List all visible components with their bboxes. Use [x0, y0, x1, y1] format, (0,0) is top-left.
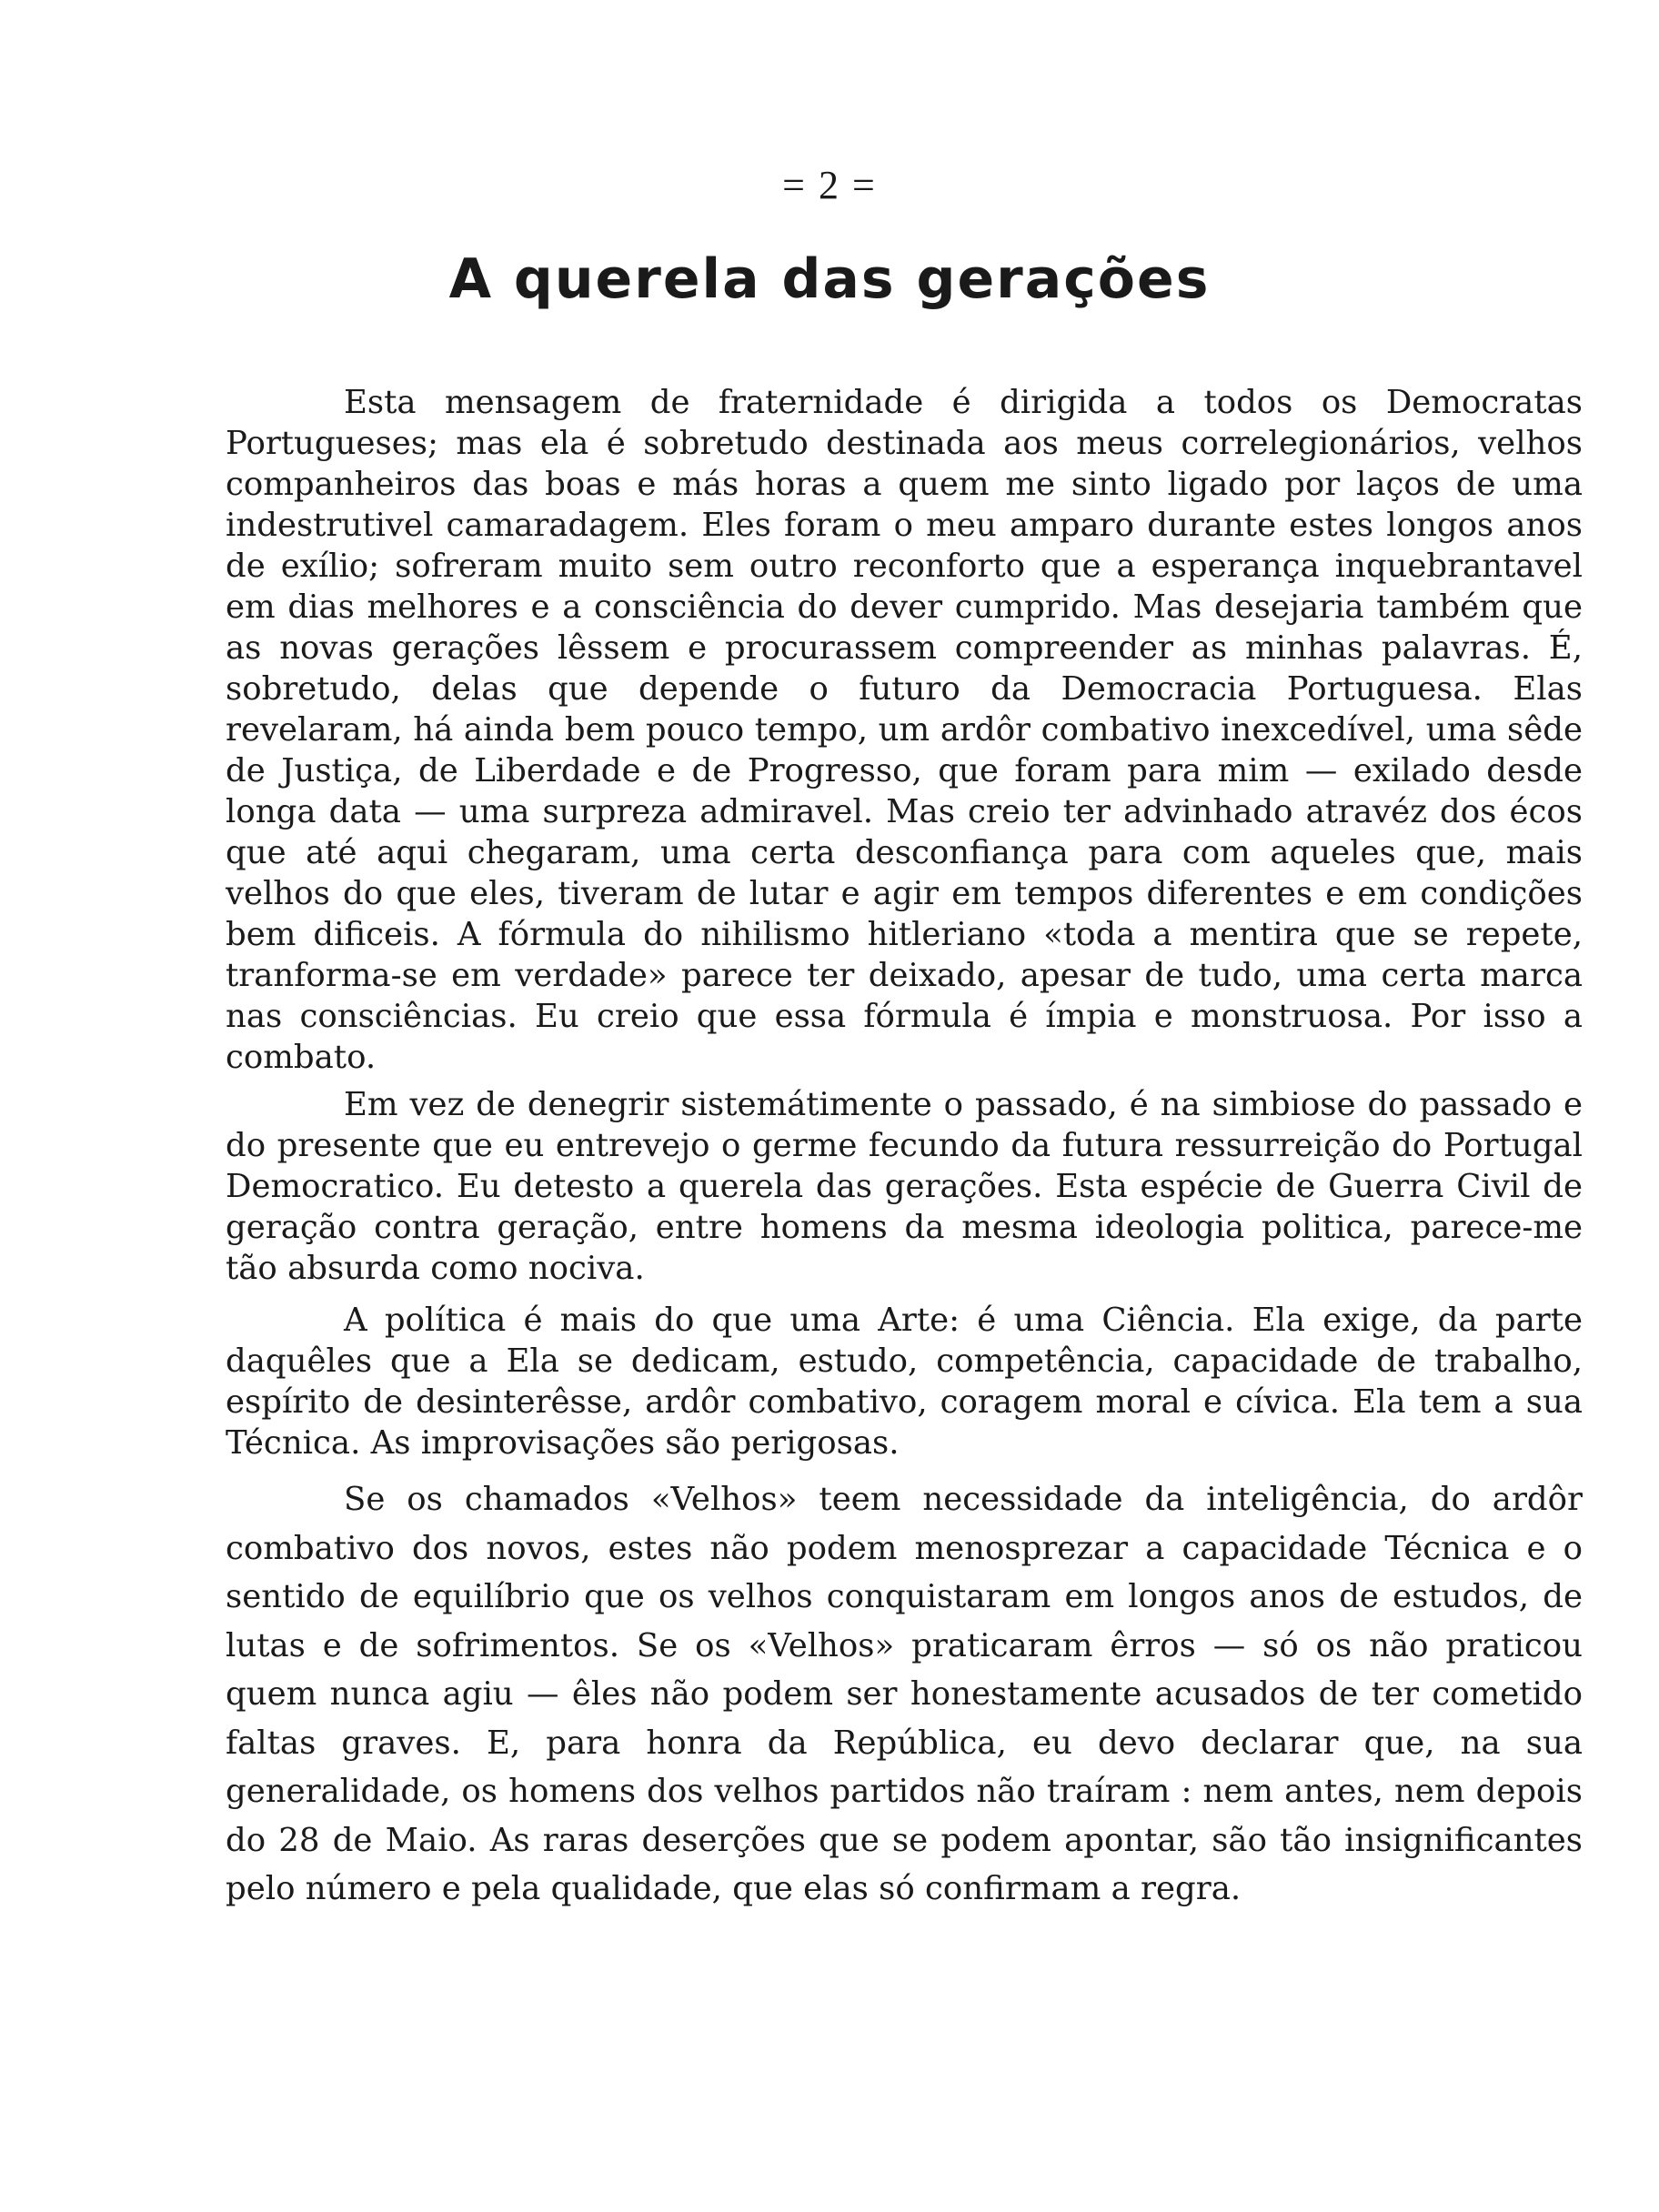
page-title: A querela das gerações	[448, 247, 1211, 311]
paragraph: Se os chamados «Velhos» teem necessidade da inteligência, do ardôr combativo dos novos, estes não podem menosprezar a capacidade Técnica e o sentido de equilíbrio que os velhos conquistaram em longos anos de estudos, de lutas e de sofrimentos. Se os «Velhos» praticaram êrros — só os não praticou quem nunca agiu — êles não podem ser honestamente acusados de ter cometido faltas graves. E, para honra da República, eu devo declarar que, na sua generalidade, os homens dos velhos partidos não traíram : nem antes, nem depois do 28 de Maio. As raras deserções que se podem apontar, são tão insignificantes pelo número e pela qualidade, que elas só confirmam a regra.	[226, 1481, 1583, 1907]
page-number: = 2 =	[782, 163, 877, 207]
paragraph: A política é mais do que uma Arte: é uma Ciência. Ela exige, da parte daquêles que a Ela se dedicam, estudo, competência, capacidade de trabalho, espírito de desinterêsse, ardôr combativo, coragem moral e cívica. Ela tem a sua Técnica. As improvisações são perigosas.	[226, 1302, 1583, 1462]
article-body	[226, 382, 1583, 1914]
paragraph: Em vez de denegrir sistemátimente o passado, é na simbiose do passado e do presente que eu entrevejo o germe fecundo da futura ressurreição do Portugal Democratico. Eu detesto a querela das gerações. Esta espécie de Guerra Civil de geração contra geração, entre homens da mesma ideologia politica, parece-me tão absurda como nociva.	[226, 1086, 1583, 1287]
paragraph: Esta mensagem de fraternidade é dirigida a todos os Democratas Portugueses; mas ela é sobretudo destinada aos meus correlegionários, velhos companheiros das boas e más horas a quem me sinto ligado por laços de uma indestrutivel camaradagem. Eles foram o meu amparo durante estes longos anos de exílio; sofreram muito sem outro reconforto que a esperança inquebrantavel em dias melhores e a consciência do dever cumprido. Mas desejaria também que as novas gerações lêssem e procurassem compreender as minhas palavras. É, sobretudo, delas que depende o futuro da Democracia Portuguesa. Elas revelaram, há ainda bem pouco tempo, um ardôr combativo inexcedível, uma sêde de Justiça, de Liberdade e de Progresso, que foram para mim — exilado desde longa data — uma surpreza admiravel. Mas creio ter advinhado atravéz dos écos que até aqui chegaram, uma certa desconfiança para com aqueles que, mais velhos do que eles, tiveram de lutar e agir em tempos diferentes e em condições bem dificeis. A fórmula do nihilismo hitleriano «toda a mentira que se repete, tranforma-se em verdade» parece ter deixado, apesar de tudo, uma certa marca nas consciências. Eu creio que essa fórmula é ímpia e monstruosa. Por isso a combato.	[226, 384, 1583, 1076]
